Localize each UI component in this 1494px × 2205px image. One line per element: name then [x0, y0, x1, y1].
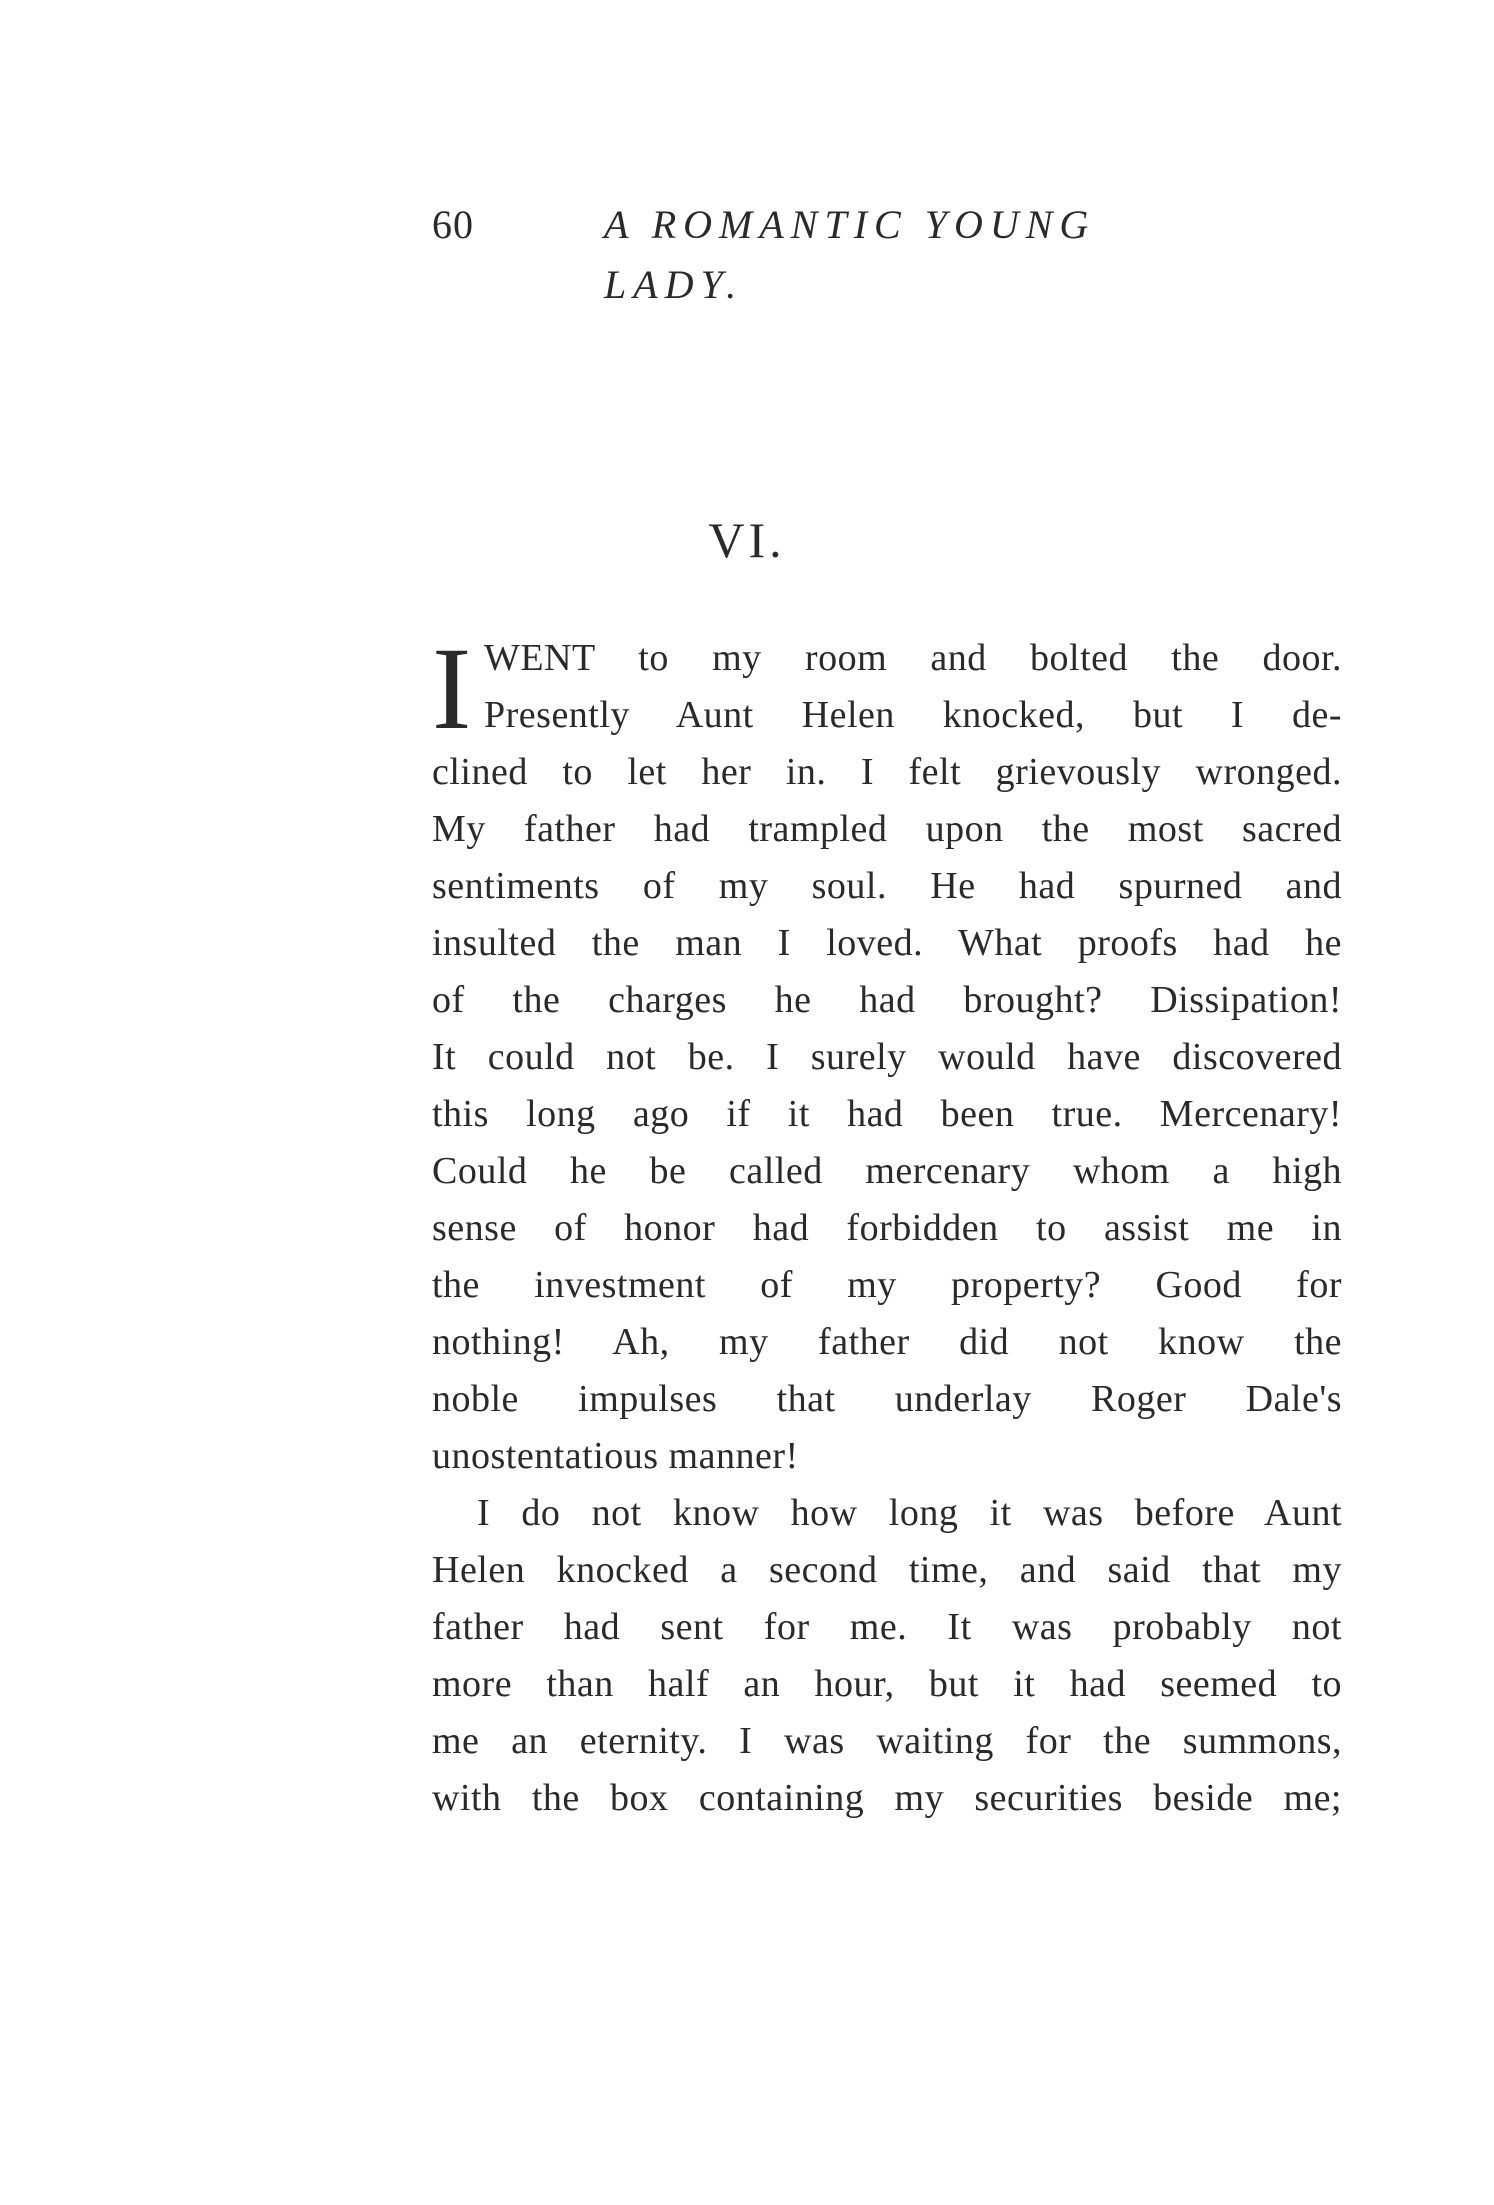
text-line: nothing! Ah, my father did not know the: [432, 1321, 1342, 1363]
text-line: clined to let her in. I felt grievously wronged.: [432, 751, 1342, 793]
text-line: It could not be. I surely would have discovered: [432, 1036, 1342, 1078]
body-text: [432, 623, 1342, 1827]
chapter-heading: VI.: [708, 512, 786, 568]
book-title: A ROMANTIC YOUNG LADY.: [604, 202, 1096, 307]
page-number: 60: [432, 202, 474, 247]
text-line: Presently Aunt Helen knocked, but I de-: [484, 694, 1342, 736]
text-line: Could he be called mercenary whom a high: [432, 1150, 1342, 1192]
text-line: the investment of my property? Good for: [432, 1264, 1342, 1306]
text-line: of the charges he had brought? Dissipation!: [432, 979, 1342, 1021]
text-line: with the box containing my securities beside me;: [432, 1777, 1342, 1819]
drop-cap: I: [432, 623, 472, 754]
text-line: sense of honor had forbidden to assist me in: [432, 1207, 1342, 1249]
text-line: Helen knocked a second time, and said that my: [432, 1549, 1342, 1591]
text-line: this long ago if it had been true. Mercenary!: [432, 1093, 1342, 1135]
text-line: My father had trampled upon the most sacred: [432, 808, 1342, 850]
text-line: father had sent for me. It was probably not: [432, 1606, 1342, 1648]
text-line: sentiments of my soul. He had spurned and: [432, 865, 1342, 907]
text-line: I do not know how long it was before Aunt: [477, 1492, 1342, 1534]
text-line: insulted the man I loved. What proofs had he: [432, 922, 1342, 964]
text-line: WENT to my room and bolted the door.: [484, 637, 1342, 679]
text-line: noble impulses that underlay Roger Dale's: [432, 1378, 1342, 1420]
text-line: unostentatious manner!: [432, 1435, 799, 1477]
text-line: more than half an hour, but it had seemed to: [432, 1663, 1342, 1705]
text-line: me an eternity. I was waiting for the summons,: [432, 1720, 1342, 1762]
running-head: [432, 195, 1232, 307]
